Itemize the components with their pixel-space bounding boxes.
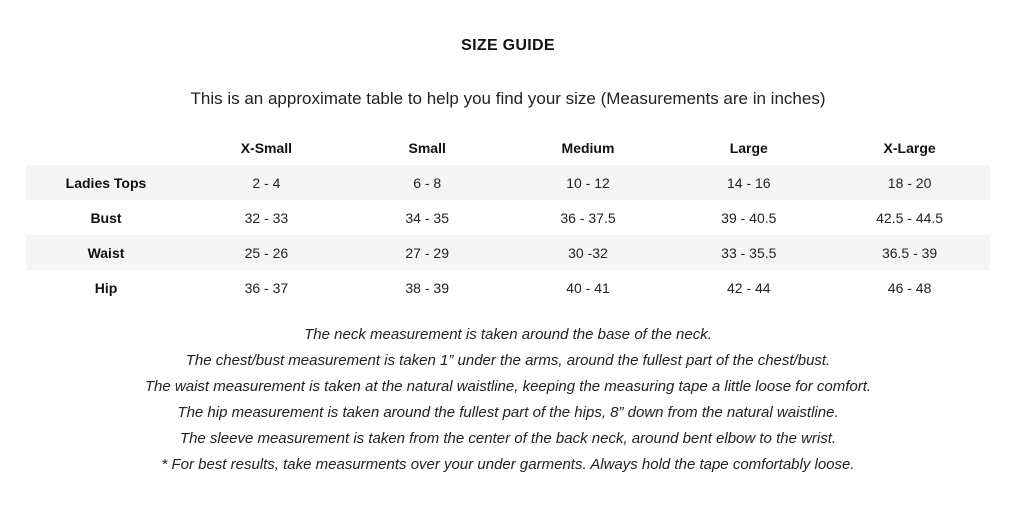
note-neck: The neck measurement is taken around the base of the neck. bbox=[304, 326, 712, 343]
row-label: Waist bbox=[87, 244, 125, 261]
page-title: SIZE GUIDE bbox=[461, 37, 555, 54]
table-cell: 42 - 44 bbox=[726, 279, 771, 296]
table-row-bust bbox=[26, 200, 990, 235]
table-cell: 36.5 - 39 bbox=[881, 244, 938, 261]
table-cell: 32 - 33 bbox=[244, 209, 289, 226]
table-cell: 36 - 37.5 bbox=[560, 209, 616, 226]
column-header-x-small: X-Small bbox=[240, 139, 293, 156]
row-label: Hip bbox=[94, 279, 118, 296]
table-corner-cell bbox=[26, 130, 186, 165]
table-row-hip bbox=[26, 270, 990, 305]
table-cell: 2 - 4 bbox=[252, 174, 281, 191]
row-label: Ladies Tops bbox=[65, 174, 147, 191]
table-cell: 18 - 20 bbox=[887, 174, 932, 191]
column-header-small: Small bbox=[408, 139, 446, 156]
note-waist: The waist measurement is taken at the natural waistline, keeping the measuring tape a little loose for comfort. bbox=[144, 378, 872, 395]
table-row-waist bbox=[26, 235, 990, 270]
table-cell: 42.5 - 44.5 bbox=[876, 209, 944, 226]
table-cell: 33 - 35.5 bbox=[721, 244, 777, 261]
table-cell: 39 - 40.5 bbox=[721, 209, 777, 226]
table-cell: 6 - 8 bbox=[413, 174, 442, 191]
table-cell: 27 - 29 bbox=[405, 244, 449, 261]
table-cell: 38 - 39 bbox=[405, 279, 449, 296]
column-header-x-large: X-Large bbox=[883, 139, 936, 156]
table-cell: 25 - 26 bbox=[244, 244, 289, 261]
table-cell: 10 - 12 bbox=[566, 174, 610, 191]
table-cell: 14 - 16 bbox=[726, 174, 771, 191]
note-sleeve: The sleeve measurement is taken from the center of the back neck, around bent elbow to the wrist. bbox=[179, 430, 837, 447]
note-chest-bust: The chest/bust measurement is taken 1” under the arms, around the fullest part of the chest/bust. bbox=[185, 352, 831, 369]
note-best-results: * For best results, take measurments over your under garments. Always hold the tape comfortably loose. bbox=[161, 456, 855, 473]
column-header-medium: Medium bbox=[561, 139, 615, 156]
table-cell: 40 - 41 bbox=[566, 279, 610, 296]
column-header-large: Large bbox=[729, 139, 768, 156]
table-cell: 34 - 35 bbox=[405, 209, 449, 226]
table-cell: 36 - 37 bbox=[244, 279, 289, 296]
table-row-ladies-tops bbox=[26, 165, 990, 200]
page-subtitle: This is an approximate table to help you find your size (Measurements are in inches) bbox=[190, 89, 826, 108]
row-label: Bust bbox=[90, 209, 122, 226]
table-header-row bbox=[26, 130, 990, 165]
table-cell: 30 -32 bbox=[568, 244, 608, 261]
table-cell: 46 - 48 bbox=[887, 279, 932, 296]
size-table bbox=[26, 130, 990, 305]
measurement-notes bbox=[0, 322, 1016, 478]
note-hip: The hip measurement is taken around the fullest part of the hips, 8” down from the natural waistline. bbox=[177, 404, 839, 421]
